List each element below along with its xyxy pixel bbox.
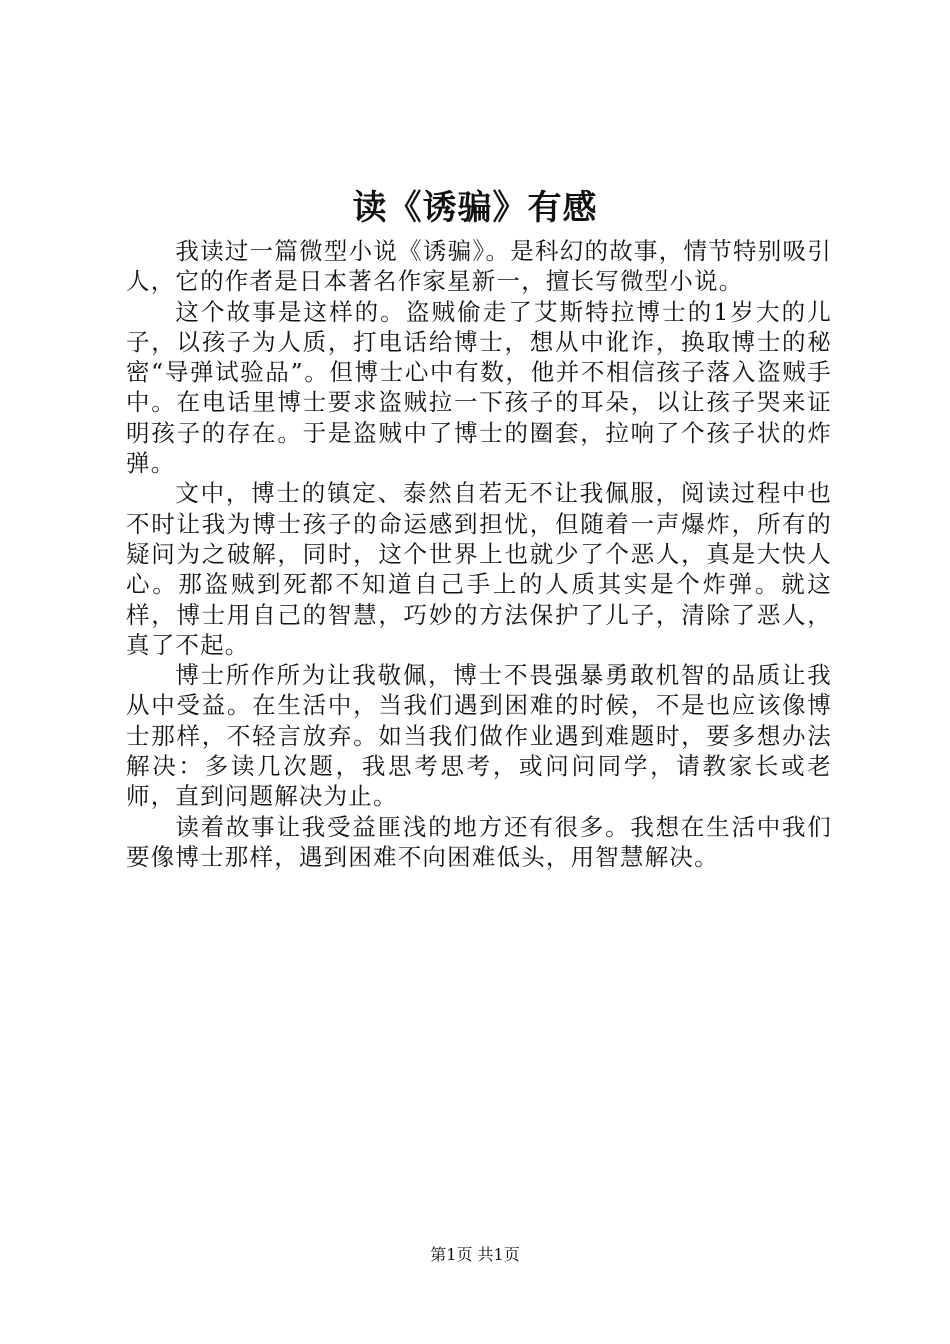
document-title: 读《诱骗》有感 <box>352 188 598 228</box>
paragraph: 文中，博士的镇定、泰然自若无不让我佩服，阅读过程中也不时让我为博士孩子的命运感到担忧，但随着一声爆炸，所有的疑问为之破解，同时，这个世界上也就少了个恶人，真是大快人心。那盗贼到死都不知道自己手上的人质其实是个炸弹。就这样，博士用自己的智慧，巧妙的方法保护了儿子，清除了恶人，真了不起。 <box>126 479 832 659</box>
page-footer: 第1页 共1页 <box>430 1245 520 1264</box>
paragraph: 我读过一篇微型小说《诱骗》。是科幻的故事，情节特别吸引人，它的作者是日本著名作家星新一，擅长写微型小说。 <box>126 237 832 296</box>
document-body <box>126 236 832 872</box>
paragraph: 读着故事让我受益匪浅的地方还有很多。我想在生活中我们要像博士那样，遇到困难不向困难低头，用智慧解决。 <box>126 812 832 871</box>
paragraph: 这个故事是这样的。盗贼偷走了艾斯特拉博士的1岁大的儿子，以孩子为人质，打电话给博士，想从中讹诈，换取博士的秘密“导弹试验品”。但博士心中有数，他并不相信孩子落入盗贼手中。在电话里博士要求盗贼拉一下孩子的耳朵，以让孩子哭来证明孩子的存在。于是盗贼中了博士的圈套，拉响了个孩子状的炸弹。 <box>126 297 832 478</box>
paragraph: 博士所作所为让我敬佩，博士不畏强暴勇敢机智的品质让我从中受益。在生活中，当我们遇到困难的时候，不是也应该像博士那样，不轻言放弃。如当我们做作业遇到难题时，要多想办法解决：多读几次题，我思考思考，或问问同学，请教家长或老师，直到问题解决为止。 <box>126 661 832 811</box>
